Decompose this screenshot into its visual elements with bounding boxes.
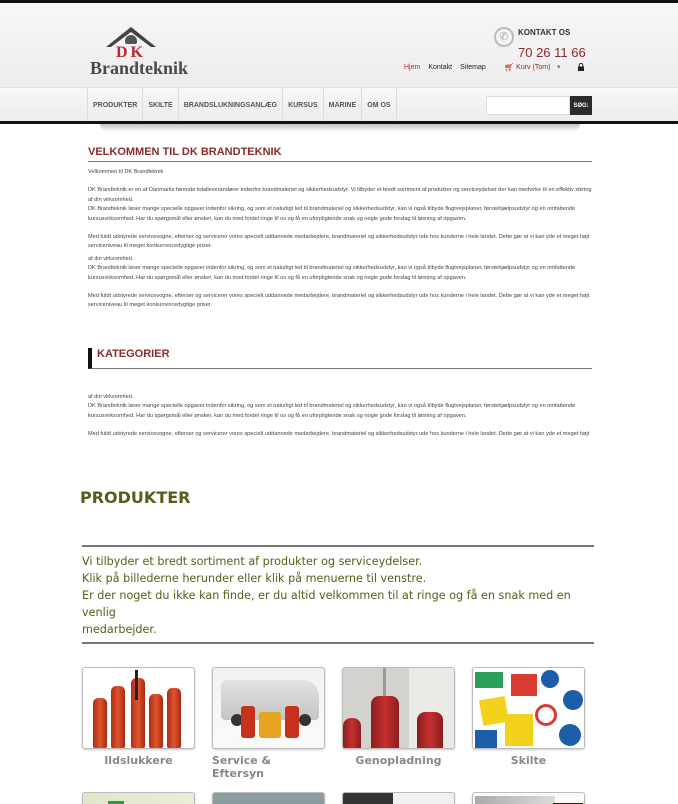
fire-extinguisher-image[interactable] (82, 667, 195, 749)
products-intro (82, 545, 594, 644)
welcome-paragraph: serviceniveau til meget konkurrencedygtige priser. (88, 302, 213, 309)
cabinet-image[interactable] (472, 792, 585, 804)
tile-skilte[interactable] (472, 667, 585, 780)
welcome-paragraph: af din virksomhed. (88, 196, 134, 203)
product-grid (82, 667, 592, 804)
nav-om-os[interactable]: OM OS (361, 88, 396, 122)
welcome-paragraph: kursusvirksomhed. Har du spørgsmål eller ønsker, kan du med fordel ringe til os og få en uforpligtende snak og nogle gode forslag til løsning af opgaven. (88, 215, 467, 222)
tile-genopladning[interactable] (342, 667, 455, 780)
welcome-paragraph: DK Brandteknik er en af Danmarks førende totalleverandører indenfor brandmateriel og sikkerhedsudstyr. Vi tilbyder et bredt sortiment af produkter og serviceydelser der kan medvirke til en effektiv sikring (88, 187, 592, 194)
products-title: PRODUKTER (80, 488, 191, 507)
site-header (0, 3, 678, 87)
categories-paragraph: af din virksomhed. (88, 394, 134, 400)
welcome-paragraph: kursusvirksomhed. Har du spørgsmål eller ønsker, kan du med fordel ringe til os og få en uforpligtende snak og nogle gode forslag til løsning af opgaven. (88, 274, 467, 281)
cart-label: Kurv (516, 64, 531, 71)
cart-icon: 🛒︎ (504, 63, 515, 72)
contact-label: KONTAKT OS (518, 28, 571, 37)
tile-label[interactable]: Service & Eftersyn (212, 754, 272, 780)
search-input[interactable] (486, 96, 570, 115)
welcome-intro: Velkommen til DK Brandteknik (88, 169, 164, 175)
categories-paragraph: kursusvirksomhed. Har du spørgsmål eller ønsker, kan du med fordel ringe til os og få en uforpligtende snak og nogle gode forslag til løsning af opgaven. (88, 412, 467, 419)
logo-dk-text: DK (116, 44, 146, 61)
link-sitemap[interactable]: Sitemap (460, 64, 486, 71)
search-button[interactable]: SØG: (570, 96, 592, 115)
nav-kursus[interactable]: KURSUS (282, 88, 323, 122)
welcome-paragraph: serviceniveau til meget konkurrencedygtige priser. (88, 243, 213, 250)
logo[interactable] (90, 27, 190, 83)
categories-section (88, 348, 592, 440)
tile-label[interactable]: Ildslukkere (104, 754, 173, 767)
control-panel-image[interactable] (342, 792, 455, 804)
tile-industrial[interactable] (212, 792, 325, 804)
welcome-section (88, 146, 592, 311)
top-links (404, 64, 486, 76)
categories-title: KATEGORIER (88, 348, 592, 369)
welcome-title: VELKOMMEN TIL DK BRANDTEKNIK (88, 146, 592, 162)
nav-skilte[interactable]: SKILTE (142, 88, 177, 122)
products-intro-line: Vi tilbyder et bredt sortiment af produkter og serviceydelser. (82, 555, 423, 568)
signs-image[interactable] (472, 667, 585, 749)
first-aid-image[interactable] (82, 792, 195, 804)
phone-icon: ✆ (494, 27, 514, 47)
welcome-body (88, 168, 592, 311)
tile-label[interactable]: Genopladning (355, 754, 442, 767)
welcome-paragraph: Med fuldt udstyrede servicevogne, efterser og servicerer vores specielt uddannede medarbejdere, brandmateriel og sikkerhedsudstyr ude hos kunderne i hele landet. Dette gør at vi kan yde et meget højt (88, 293, 590, 300)
tile-service-eftersyn[interactable] (212, 667, 325, 780)
main-nav (87, 88, 397, 122)
logo-flame-icon (125, 35, 137, 44)
welcome-paragraph: DK Brandteknik løser mange specielle opgaver indenfor sikring, og som et naturligt led til brandmateriel og sikkerhedsudstyr, kan vi også tilbyde flugtvejsplaner, førstehjælpsudstyr og en omfattende (88, 265, 576, 272)
link-kontakt[interactable]: Kontakt (428, 64, 453, 71)
link-hjem[interactable]: Hjem (404, 64, 421, 71)
lock-icon[interactable] (578, 63, 584, 73)
products-intro-line: medarbejder. (82, 623, 157, 636)
welcome-paragraph: Med fuldt udstyrede servicevogne, efterser og servicerer vores specielt uddannede medarbejdere, brandmateriel og sikkerhedsudstyr ude hos kunderne i hele landet. Dette gør at vi kan yde et meget højt (88, 234, 590, 241)
categories-body (88, 393, 592, 440)
cart-status: (Tom) (532, 64, 551, 71)
recharge-image[interactable] (342, 667, 455, 749)
logo-brand-text: Brandteknik (90, 58, 189, 78)
welcome-paragraph: af din virksomhed. (88, 255, 134, 262)
tile-cabinet[interactable] (472, 792, 585, 804)
nav-shadow (100, 124, 580, 132)
service-van-image[interactable] (212, 667, 325, 749)
nav-marine[interactable]: MARINE (323, 88, 362, 122)
chevron-down-icon[interactable]: ▾ (557, 64, 561, 71)
cart-button[interactable] (504, 63, 550, 72)
welcome-paragraph: DK Brandteknik løser mange specielle opgaver indenfor sikring, og som et naturligt led til brandmateriel og sikkerhedsudstyr, kan vi også tilbyde flugtvejsplaner, førstehjælpsudstyr og en omfattende (88, 206, 576, 213)
nav-brandslukningsanlaeg[interactable]: BRANDSLUKNINGSANLÆG (178, 88, 282, 122)
categories-paragraph: Med fuldt udstyrede servicevogne, efterser og servicerer vores specielt uddannede medarbejdere, brandmateriel og sikkerhedsudstyr ude hos kunderne i hele landet. Dette gør at vi kan yde et meget højt (88, 431, 590, 438)
contact-phone[interactable]: 70 26 11 66 (518, 45, 586, 60)
tile-first-aid[interactable] (82, 792, 195, 804)
tile-ildslukkere[interactable] (82, 667, 195, 780)
products-intro-line: Klik på billederne herunder eller klik på menuerne til venstre. (82, 572, 427, 585)
nav-produkter[interactable]: PRODUKTER (87, 88, 142, 122)
contact-block (494, 25, 644, 65)
sprinkler-image[interactable] (212, 792, 325, 804)
tile-control-panel[interactable] (342, 792, 455, 804)
tile-label[interactable]: Skilte (510, 754, 547, 767)
categories-paragraph: DK Brandteknik løser mange specielle opgaver indenfor sikring, og som et naturligt led til brandmateriel og sikkerhedsudstyr, kan vi også tilbyde flugtvejsplaner, førstehjælpsudstyr og en omfattende (88, 403, 576, 410)
main-navbar (0, 87, 678, 122)
products-intro-line: Er der noget du ikke kan finde, er du altid velkommen til at ringe og få en snak med en venlig (82, 589, 571, 619)
